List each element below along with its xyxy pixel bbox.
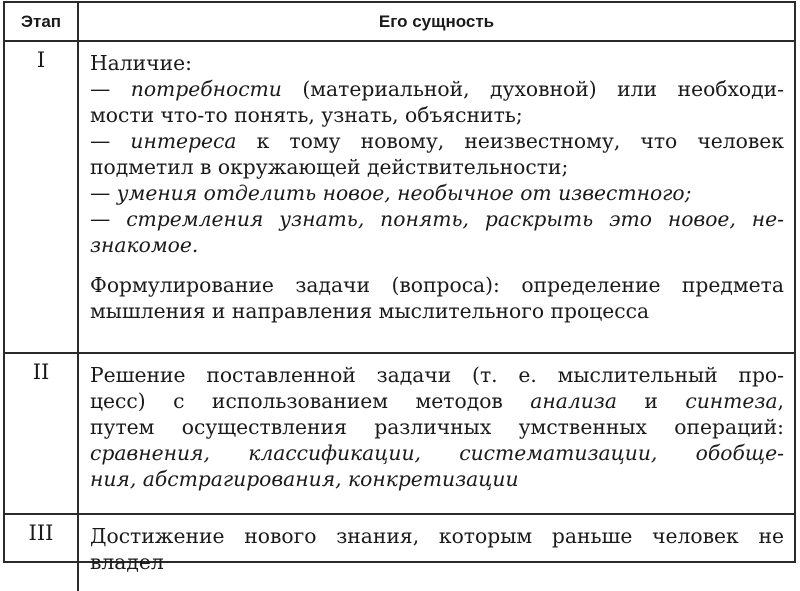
italic-term: ния, абстрагирования, конкретизации bbox=[90, 467, 519, 491]
italic-term: синтеза bbox=[685, 389, 778, 413]
stages-table-grid bbox=[5, 3, 794, 591]
text-line bbox=[90, 523, 784, 549]
text-run: к тому новому, неизвестному, что человек bbox=[236, 129, 784, 153]
stage-description bbox=[78, 41, 794, 353]
paragraph-gap bbox=[90, 258, 784, 272]
text-run: , bbox=[777, 389, 784, 413]
text-line bbox=[90, 362, 784, 388]
stage-number: III bbox=[5, 514, 78, 591]
text-run: владел bbox=[90, 550, 164, 574]
header-essence: Его сущность bbox=[78, 3, 794, 41]
text-run: — bbox=[90, 207, 127, 231]
text-line bbox=[90, 549, 784, 575]
text-line bbox=[90, 388, 784, 414]
text-line bbox=[90, 466, 784, 492]
text-run: цесс) с использованием методов bbox=[90, 389, 531, 413]
table-row bbox=[5, 41, 794, 353]
text-line bbox=[90, 76, 784, 102]
text-line bbox=[90, 50, 784, 76]
stages-table bbox=[3, 1, 796, 574]
text-line bbox=[90, 154, 784, 180]
text-run: — bbox=[90, 77, 131, 101]
text-run: подметил в окружающей действительности; bbox=[90, 155, 569, 179]
text-line bbox=[90, 440, 784, 466]
text-run: (материальной, духовной) или необходи- bbox=[281, 77, 784, 101]
italic-term: сравнения, классификации, систематизации, обобще- bbox=[90, 441, 784, 465]
header-row bbox=[5, 3, 794, 41]
table-row bbox=[5, 514, 794, 591]
text-line bbox=[90, 414, 784, 440]
text-line bbox=[90, 102, 784, 128]
stage-description bbox=[78, 353, 794, 514]
text-run: Наличие: bbox=[90, 51, 192, 75]
text-line bbox=[90, 180, 784, 206]
text-run: Формулирование задачи (вопроса): определение предмета bbox=[90, 273, 784, 297]
text-line bbox=[90, 128, 784, 154]
text-run: Решение поставленной задачи (т. е. мыслительный про- bbox=[90, 363, 784, 387]
text-run: — bbox=[90, 181, 117, 205]
italic-term: интереса bbox=[130, 129, 237, 153]
stage-number: II bbox=[5, 353, 78, 514]
italic-term: стремления узнать, понять, раскрыть это новое, не- bbox=[126, 207, 784, 231]
italic-term: потребности bbox=[130, 77, 282, 101]
text-run: — bbox=[90, 129, 131, 153]
italic-term: анализа bbox=[530, 389, 617, 413]
italic-term: умения отделить новое, необычное от известного; bbox=[116, 181, 692, 205]
stage-number: I bbox=[5, 41, 78, 353]
italic-term: знакомое. bbox=[90, 233, 199, 257]
table-row bbox=[5, 353, 794, 514]
text-run: мышления и направления мыслительного процесса bbox=[90, 299, 650, 323]
text-run: и bbox=[616, 389, 686, 413]
text-run: мости что-то понять, узнать, объяснить; bbox=[90, 103, 523, 127]
text-line bbox=[90, 298, 784, 324]
text-run: путем осуществления различных умственных операций: bbox=[90, 415, 784, 439]
text-line bbox=[90, 232, 784, 258]
stage-description bbox=[78, 514, 794, 591]
header-stage: Этап bbox=[5, 3, 78, 41]
text-line bbox=[90, 272, 784, 298]
text-run: Достижение нового знания, которым раньше человек не bbox=[90, 524, 784, 548]
text-line bbox=[90, 206, 784, 232]
